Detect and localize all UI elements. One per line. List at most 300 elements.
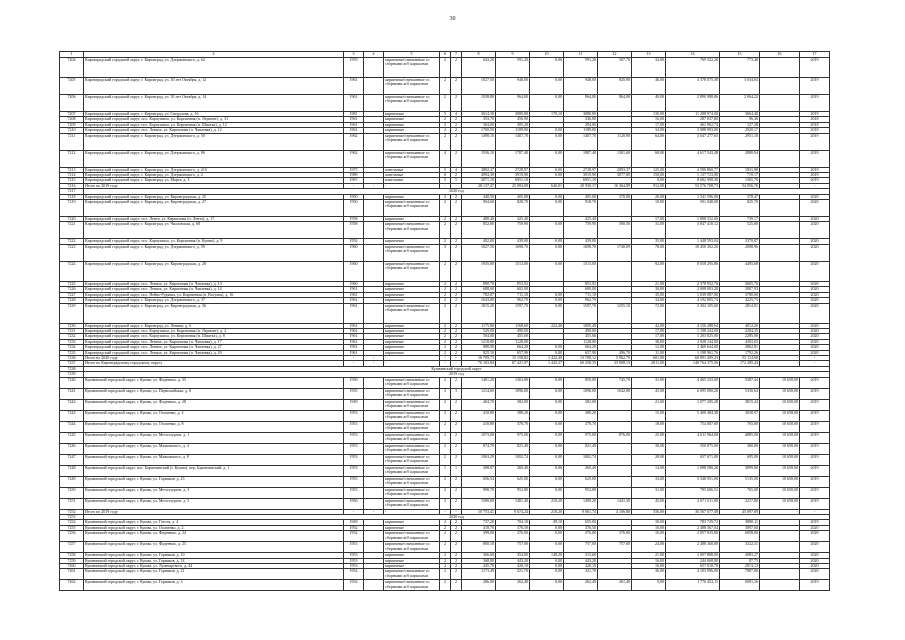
data-cell: 657,90: [564, 350, 598, 355]
data-cell: 525,00: [720, 222, 760, 239]
data-cell: 26,00: [632, 194, 666, 199]
table-row: [60, 345, 830, 350]
wall-material-cell: кирпичные/смешанные со сборными ж/б каркасами: [384, 388, 440, 399]
data-cell: 4885,00: [720, 432, 760, 443]
data-cell: [760, 303, 800, 323]
data-cell: [364, 133, 384, 150]
wall-material-cell: кирпичные/смешанные со сборными ж/б каркасами: [384, 487, 440, 498]
data-cell: 864,00: [598, 95, 632, 112]
data-cell: 28 137,47: [462, 183, 496, 188]
data-cell: 0,00: [530, 410, 564, 421]
wall-material-cell: кирпичные/смешанные со сборными ж/б каркасами: [384, 200, 440, 217]
data-cell: 1 443,37: [530, 361, 564, 366]
data-cell: 1175,80: [462, 323, 496, 328]
data-cell: 1953: [344, 558, 364, 563]
data-cell: 2811,00: [632, 361, 666, 366]
data-cell: 2: [451, 133, 462, 150]
wall-material-cell: кирпичные: [384, 553, 440, 558]
data-cell: 13 708,12: [564, 355, 598, 360]
data-cell: 1027,50: [462, 78, 496, 95]
column-number: 12: [598, 52, 632, 58]
data-cell: 2020: [800, 287, 830, 292]
data-cell: -: [451, 355, 462, 360]
data-cell: 2: [451, 122, 462, 127]
row-number: 7252: [60, 509, 84, 514]
address-cell: Кировградский городской округ, пос. Левиха, ул. Кирпичная (п. Чапаевка), д. 27: [84, 345, 344, 350]
data-cell: 3605,76: [720, 281, 760, 286]
data-cell: 378,80: [598, 194, 632, 199]
data-cell: 5: [451, 178, 462, 183]
data-cell: 602,00: [496, 287, 530, 292]
table-row: [60, 410, 830, 421]
data-cell: -: [364, 183, 384, 188]
data-cell: 1887,40: [564, 150, 598, 167]
data-cell: [760, 95, 800, 112]
wall-material-cell: кирпичные/смешанные со сборными ж/б каркасами: [384, 569, 440, 580]
data-cell: 2: [440, 454, 451, 465]
wall-material-cell: кирпичные/смешанные со сборными ж/б каркасами: [384, 133, 440, 150]
data-cell: 1952: [344, 525, 364, 530]
column-number: 14: [666, 52, 720, 58]
data-cell: 962,70: [564, 298, 598, 303]
data-cell: 360,00: [720, 443, 760, 454]
data-cell: [364, 377, 384, 388]
data-cell: 964,00: [564, 95, 598, 112]
data-cell: 54 056,76: [720, 183, 760, 188]
data-cell: 33 908,13: [598, 361, 632, 366]
data-cell: 321,70: [496, 569, 530, 580]
data-cell: 1989: [344, 173, 364, 178]
data-cell: 1128,00: [496, 339, 530, 344]
data-cell: 1 776 452,11: [666, 580, 720, 591]
data-cell: 998,70: [462, 487, 496, 498]
data-cell: 2019: [800, 167, 830, 172]
data-cell: 2: [440, 525, 451, 530]
data-cell: 420,10: [564, 564, 598, 569]
data-cell: 782,07: [462, 292, 496, 297]
data-cell: 2019: [800, 476, 830, 487]
wall-material-cell: кирпичные/смешанные со сборными ж/б каркасами: [384, 454, 440, 465]
column-number: 11: [564, 52, 598, 58]
wall-material-cell: кирпичные: [384, 334, 440, 339]
data-cell: 148,20: [530, 553, 564, 558]
row-number: 7241: [60, 388, 84, 399]
data-cell: 376,50: [564, 525, 598, 530]
wall-material-cell: кирпичные/смешанные со сборными ж/б каркасами: [384, 399, 440, 410]
data-cell: [598, 421, 632, 432]
row-number: 7251: [60, 498, 84, 509]
data-cell: 2 488 367,04: [666, 525, 720, 530]
data-cell: 67 421,97: [496, 361, 530, 366]
data-cell: 504,00: [462, 334, 496, 339]
address-cell: Кировградский городской округ, г. Кировград, ул. Дзержинского, д. 21б: [84, 167, 344, 172]
data-cell: -: [760, 361, 800, 366]
address-cell: Кировградский городской округ, г. Кировград, ул. Кировградская, д. 25: [84, 194, 344, 199]
data-cell: 625,00: [564, 476, 598, 487]
data-cell: 17,00: [632, 334, 666, 339]
wall-material-cell: кирпичные: [384, 112, 440, 117]
data-cell: 962,70: [496, 298, 530, 303]
data-cell: 3080,80: [564, 112, 598, 117]
data-cell: 6951,10: [496, 178, 530, 183]
data-cell: [598, 487, 632, 498]
data-cell: 34,00: [632, 128, 666, 133]
data-cell: 948,00: [564, 78, 598, 95]
wall-material-cell: панельные: [384, 178, 440, 183]
row-number: 7224: [60, 261, 84, 281]
data-cell: 757,00: [564, 542, 598, 553]
data-cell: 286,00: [462, 580, 496, 591]
wall-material-cell: кирпичные/смешанные со сборными ж/б каркасами: [384, 95, 440, 112]
data-cell: 1401,20: [462, 377, 496, 388]
data-cell: 3899,80: [720, 465, 760, 476]
data-cell: 0,00: [530, 133, 564, 150]
data-cell: 1189,00: [564, 128, 598, 133]
data-cell: [760, 261, 800, 281]
data-cell: 2284,35: [720, 328, 760, 333]
table-row: [60, 350, 830, 355]
data-cell: [364, 443, 384, 454]
data-cell: 1981: [344, 112, 364, 117]
data-cell: 1128,00: [564, 339, 598, 344]
data-cell: 4 156 288,64: [666, 323, 720, 328]
table-row: [60, 558, 830, 563]
data-cell: 1490,20: [564, 498, 598, 509]
address-cell: Кировградский городской округ, г. Кировград, ул. Дзержинского, д. 50: [84, 133, 344, 150]
data-cell: 2019: [800, 421, 830, 432]
address-cell: Кировградский городской округ, г. Кировград, ул. Кировградская, д. 28: [84, 261, 344, 281]
data-cell: 2 057 935,00: [666, 531, 720, 542]
wall-material-cell: кирпичные: [384, 328, 440, 333]
data-cell: 2020: [800, 323, 830, 328]
data-cell: 4303,03: [720, 339, 760, 344]
data-cell: 2020: [800, 339, 830, 344]
data-cell: 2: [451, 350, 462, 355]
data-cell: 368,00: [462, 558, 496, 563]
row-number: 7218: [60, 194, 84, 199]
data-cell: -: [760, 509, 800, 514]
data-cell: 2093,37: [598, 167, 632, 172]
data-cell: -: [451, 183, 462, 188]
table-row: [60, 150, 830, 167]
data-cell: 0,00: [530, 303, 564, 323]
data-cell: 382,00: [496, 399, 530, 410]
data-cell: 1953: [344, 410, 364, 421]
data-cell: 378,47: [720, 194, 760, 199]
data-cell: 1096,00: [564, 388, 598, 399]
wall-material-cell: кирпичные/смешанные со сборными ж/б каркасами: [384, 432, 440, 443]
data-cell: [760, 542, 800, 553]
row-number: 7238: [60, 366, 84, 371]
data-cell: -: [364, 509, 384, 514]
table-row: [60, 217, 830, 222]
data-cell: [364, 498, 384, 509]
data-cell: 2: [440, 128, 451, 133]
data-cell: 1961: [344, 122, 364, 127]
data-cell: 16,00: [632, 117, 666, 122]
data-cell: 10 450 302,20: [666, 244, 720, 261]
data-cell: 2020: [800, 345, 830, 350]
data-cell: 2020: [800, 303, 830, 323]
data-cell: [760, 580, 800, 591]
data-cell: 31,00: [632, 222, 666, 239]
data-cell: 40,00: [632, 95, 666, 112]
data-cell: 2: [451, 200, 462, 217]
data-cell: 21,00: [632, 399, 666, 410]
section-heading: 2020 год: [84, 514, 830, 519]
address-cell: Кировградский городской округ, г. Кировград, ул. Дзержинского, д. 2: [84, 173, 344, 178]
section-heading: 2020 год: [84, 189, 830, 194]
data-cell: 96,36: [720, 117, 760, 122]
data-cell: 898,70: [462, 281, 496, 286]
data-cell: 179,10: [530, 112, 564, 117]
data-cell: 2: [440, 95, 451, 112]
row-number: 7231: [60, 328, 84, 333]
data-cell: [364, 244, 384, 261]
row-number: 7206: [60, 95, 84, 112]
data-cell: 33,00: [632, 476, 666, 487]
data-cell: 2: [440, 194, 451, 199]
data-cell: 640,01: [530, 183, 564, 188]
data-cell: 2: [451, 292, 462, 297]
wall-material-cell: кирпичные: [384, 323, 440, 328]
wall-material-cell: кирпичные/смешанные со сборными ж/б каркасами: [384, 476, 440, 487]
data-cell: 1120,90: [598, 133, 632, 150]
data-cell: 490,00: [496, 328, 530, 333]
address-cell: Кушвинский городской округ, г. Кушва, ул. Горняков, д. 3: [84, 580, 344, 591]
data-cell: 2: [451, 334, 462, 339]
data-cell: -: [364, 361, 384, 366]
data-cell: 3: [451, 388, 462, 399]
row-number: 7219: [60, 200, 84, 217]
data-cell: 5 548 951,00: [666, 476, 720, 487]
data-cell: 2 671 011,00: [666, 498, 720, 509]
data-cell: 1953: [344, 443, 364, 454]
data-cell: 287 037,80: [666, 117, 720, 122]
table-row: [60, 377, 830, 388]
data-cell: 1955: [344, 476, 364, 487]
data-cell: -: [344, 355, 364, 360]
data-cell: 1513,00: [496, 261, 530, 281]
data-cell: 10 658,00: [760, 421, 800, 432]
data-cell: 1930: [344, 377, 364, 388]
data-cell: 418,70: [462, 525, 496, 530]
data-cell: 1954: [344, 569, 364, 580]
address-cell: Кировградский городской округ, г. Кировград, ул. Марта, д. 3: [84, 178, 344, 183]
data-cell: 773,40: [720, 58, 760, 78]
data-cell: 657 671,00: [666, 454, 720, 465]
data-cell: -: [344, 509, 364, 514]
data-cell: 745,70: [598, 377, 632, 388]
data-cell: 2020: [800, 542, 830, 553]
table-row: [60, 133, 830, 150]
row-number: 7239: [60, 372, 84, 377]
row-number: 7221: [60, 222, 84, 239]
data-cell: 366,60: [462, 553, 496, 558]
data-cell: 2: [451, 487, 462, 498]
data-cell: 1953: [344, 421, 364, 432]
data-cell: 2019: [800, 410, 830, 421]
row-number: 7248: [60, 465, 84, 476]
data-cell: 1959: [344, 58, 364, 78]
data-cell: 46,00: [632, 78, 666, 95]
data-cell: 2020: [800, 525, 830, 530]
data-cell: 2285,00: [720, 334, 760, 339]
row-number: 7240: [60, 377, 84, 388]
data-cell: 5: [440, 167, 451, 172]
data-cell: 1 039 987,00: [666, 292, 720, 297]
address-cell: Кировградский городской округ, г. Кировград, ул. Свердлова, д. 16: [84, 112, 344, 117]
data-cell: 262,40: [564, 580, 598, 591]
wall-material-cell: кирпичные: [384, 217, 440, 222]
data-cell: 888,90: [462, 345, 496, 350]
data-cell: 3815,24: [720, 399, 760, 410]
data-cell: 2: [440, 117, 451, 122]
table-row: [60, 553, 830, 558]
row-number: 7215: [60, 178, 84, 183]
data-cell: 5 400 484,38: [666, 410, 720, 421]
data-cell: 2: [451, 345, 462, 350]
row-number: 7228: [60, 298, 84, 303]
data-cell: [598, 410, 632, 421]
wall-material-cell: кирпичные/смешанные со сборными ж/б каркасами: [384, 542, 440, 553]
data-cell: [364, 432, 384, 443]
data-cell: 1787,40: [496, 150, 530, 167]
data-cell: [364, 200, 384, 217]
data-cell: 2: [440, 298, 451, 303]
table-row: [60, 520, 830, 525]
data-cell: 1 088 580,20: [666, 465, 720, 476]
data-cell: 125,00: [632, 167, 666, 172]
row-number: 7233: [60, 339, 84, 344]
data-cell: 2: [451, 217, 462, 222]
data-cell: 16,00: [632, 558, 666, 563]
data-cell: 5 962,70: [598, 355, 632, 360]
data-cell: 4 596 860,77: [666, 167, 720, 172]
data-cell: [364, 58, 384, 78]
data-cell: -: [451, 509, 462, 514]
data-cell: 2018: [800, 150, 830, 167]
data-cell: 376,00: [496, 531, 530, 542]
data-cell: 3614,30: [462, 112, 496, 117]
data-cell: 488,40: [462, 217, 496, 222]
data-cell: 1961: [344, 117, 364, 122]
table-row: [60, 399, 830, 410]
data-cell: 2: [451, 117, 462, 122]
data-cell: 2019: [800, 133, 830, 150]
data-cell: 1073,00: [462, 432, 496, 443]
data-cell: 3 034,04: [720, 78, 760, 95]
data-cell: 49,10: [530, 520, 564, 525]
data-cell: 17,00: [632, 328, 666, 333]
data-cell: 1038,80: [462, 95, 496, 112]
data-cell: 0,00: [530, 432, 564, 443]
table-row: [60, 200, 830, 217]
data-cell: 20 930,17: [564, 183, 598, 188]
data-cell: 2: [451, 339, 462, 344]
data-cell: 1958: [344, 217, 364, 222]
data-cell: 912,00: [632, 183, 666, 188]
data-cell: 36,00: [632, 569, 666, 580]
data-cell: 2: [451, 173, 462, 178]
data-cell: 1063,29: [462, 454, 496, 465]
data-cell: 1002,74: [564, 454, 598, 465]
data-cell: 625,00: [496, 476, 530, 487]
data-cell: 172 285,43: [720, 361, 760, 366]
data-cell: 2018: [800, 122, 830, 127]
data-cell: 853,92: [564, 281, 598, 286]
data-cell: 5: [440, 178, 451, 183]
data-cell: 2: [440, 421, 451, 432]
data-cell: 308,07: [462, 465, 496, 476]
data-cell: [598, 200, 632, 217]
data-cell: 1407,70: [564, 133, 598, 150]
data-cell: 3038,97: [720, 410, 760, 421]
row-number: 7227: [60, 292, 84, 297]
data-cell: 1792,26: [720, 350, 760, 355]
wall-material-cell: кирпичные: [384, 281, 440, 286]
data-cell: 2951,10: [720, 133, 760, 150]
data-cell: 3880,11: [720, 520, 760, 525]
table-row: [60, 328, 830, 333]
data-cell: 2: [451, 569, 462, 580]
row-number: 7242: [60, 399, 84, 410]
data-cell: 10 658,00: [760, 388, 800, 399]
address-cell: Кировградский городской округ, пос. Карпушиха, ул. Кирпичная (п. Шиятка), д. 12: [84, 122, 344, 127]
data-cell: 353,70: [462, 117, 496, 122]
data-cell: -: [760, 183, 800, 188]
wall-material-cell: кирпичные/смешанные со сборными ж/б каркасами: [384, 465, 440, 476]
table-row: [60, 323, 830, 328]
data-cell: 1831,98: [720, 167, 760, 172]
data-cell: 425,40: [496, 217, 530, 222]
data-cell: -: [440, 183, 451, 188]
data-cell: 590,50: [598, 222, 632, 239]
table-body: [60, 52, 830, 591]
table-row: [60, 128, 830, 133]
column-number: 15: [720, 52, 760, 58]
data-cell: 975,00: [496, 432, 530, 443]
data-cell: 1513,00: [564, 261, 598, 281]
data-cell: 657 018,78: [666, 564, 720, 569]
data-cell: 2: [451, 239, 462, 244]
table-row: [60, 117, 830, 122]
data-cell: 664,20: [564, 345, 598, 350]
wall-material-cell: -: [384, 355, 440, 360]
data-cell: 21,00: [632, 281, 666, 286]
data-cell: 2020: [800, 194, 830, 199]
data-cell: 11 288 974,00: [666, 112, 720, 117]
address-cell: Кушвинский городской округ, г. Кушва, ул. Металлургов, д. 1: [84, 432, 344, 443]
data-cell: 16,00: [632, 531, 666, 542]
data-cell: 8 058 295,86: [666, 261, 720, 281]
column-number: 16: [760, 52, 800, 58]
data-cell: -: [760, 355, 800, 360]
address-cell: Кировградский городской округ, пос. Левиха, ул. Кирпичная (п. Чапаевка), д. 13: [84, 281, 344, 286]
data-cell: -: [800, 183, 830, 188]
data-cell: 1961: [344, 345, 364, 350]
address-cell: Кировградский городской округ, г. Кировград, ул. Кировградская, д. 36: [84, 303, 344, 323]
data-cell: 2: [440, 287, 451, 292]
data-cell: 1 077 205,28: [666, 399, 720, 410]
data-cell: 0,00: [530, 542, 564, 553]
data-cell: 0,00: [530, 476, 564, 487]
column-number: 13: [632, 52, 666, 58]
data-cell: 1961: [344, 298, 364, 303]
address-cell: Кушвинский городской округ, г. Кушва, ул. Фадеевых, д. 24: [84, 531, 344, 542]
data-cell: 10 658,00: [760, 465, 800, 476]
column-number: 6: [440, 52, 451, 58]
